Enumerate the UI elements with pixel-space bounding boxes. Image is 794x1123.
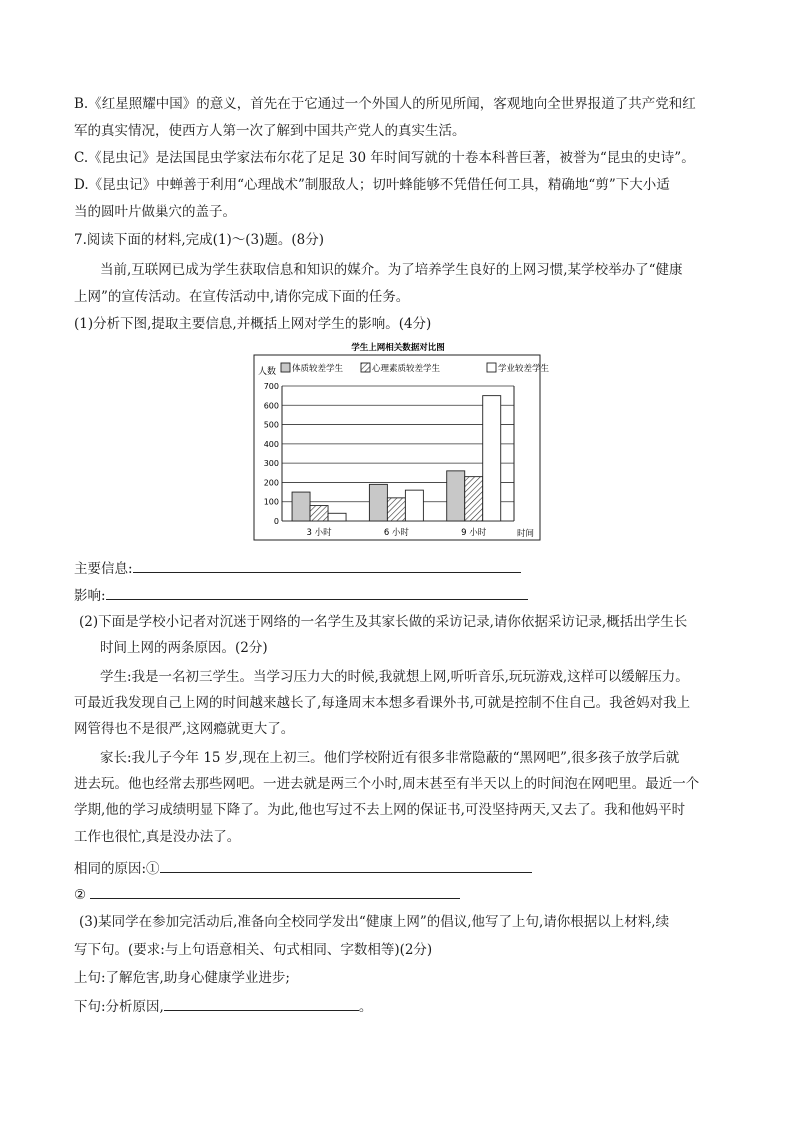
bar — [310, 506, 328, 521]
legend-swatch — [487, 363, 496, 372]
option-b-line1: B.《红星照耀中国》的意义，首先在于它通过一个外国人的所见所闻，客观地向全世界报道了共产党和红 — [74, 96, 696, 112]
bar-chart — [253, 336, 550, 542]
x-tick-label: 6 小时 — [383, 528, 409, 538]
lower-sentence-row — [74, 996, 372, 1017]
option-d-line1: D.《昆虫记》中蝉善于利用“心理战术”制服敌人；切叶蜂能够不凭借任何工具，精确地“剪”下大小适 — [74, 177, 670, 193]
student-interview-3: 网管得也不是很严,这网瘾就更大了。 — [74, 721, 295, 737]
lower-sentence-answer-blank[interactable] — [164, 996, 359, 1011]
y-tick-label: 0 — [273, 517, 279, 526]
bar — [483, 396, 501, 521]
legend-label: 体质较差学生 — [292, 364, 344, 374]
bar — [405, 490, 423, 521]
parent-interview-3: 学期,他的学习成绩明显下降了。为此,他也写过不去上网的保证书,可没坚持两天,又去了。我和他妈平时 — [74, 802, 686, 818]
x-axis-label: 时间 — [517, 529, 535, 539]
y-tick-label: 700 — [263, 382, 279, 391]
parent-interview-1: 家长:我儿子今年 15 岁,现在上初三。他们学校附近有很多非常隐蔽的“黑网吧”,很多孩子放学后就 — [100, 750, 680, 766]
question-7-intro-1: 当前,互联网已成为学生获取信息和知识的媒介。为了培养学生良好的上网习惯,某学校举办了“健康 — [100, 262, 683, 278]
lower-sentence-period: 。 — [358, 999, 373, 1015]
y-tick-label: 200 — [263, 478, 279, 488]
parent-interview-2: 进去玩。他也经常去那些网吧。一进去就是两三个小时,周末甚至有半天以上的时间泡在网吧里。最近一个 — [74, 776, 700, 792]
y-tick-label: 400 — [263, 439, 279, 449]
reason-1-label: 相同的原因:① — [74, 861, 160, 877]
y-tick-label: 600 — [263, 401, 279, 411]
bar — [292, 492, 310, 521]
y-tick-label: 100 — [263, 497, 279, 507]
y-tick-label: 500 — [263, 420, 279, 430]
x-tick-label: 9 小时 — [461, 528, 487, 538]
x-tick-label: 3 小时 — [306, 528, 332, 538]
subquestion-3-cont: 写下句。(要求:与上句语意相关、句式相同、字数相等)(2分) — [74, 942, 433, 958]
chart-legend — [281, 363, 550, 374]
reason-1-answer-blank[interactable] — [160, 858, 532, 873]
lower-sentence-label: 下句:分析原因, — [74, 999, 164, 1015]
impact-row — [74, 585, 528, 606]
main-info-answer-blank[interactable] — [133, 558, 521, 573]
option-c: C.《昆虫记》是法国昆虫学家法布尔花了足足 30 年时间写就的十卷本科普巨著，被誉为“昆虫的史诗”。 — [74, 150, 695, 166]
legend-swatch — [281, 363, 290, 372]
reason-1-row — [74, 858, 532, 879]
main-info-row — [74, 558, 521, 579]
bar — [465, 477, 483, 521]
legend-swatch — [361, 363, 370, 372]
legend-label: 心理素质较差学生 — [372, 364, 441, 374]
legend-label: 学业较差学生 — [498, 364, 550, 374]
subquestion-2: (2)下面是学校小记者对沉迷于网络的一名学生及其家长做的采访记录,请你依据采访记录,概括出学生长 — [79, 614, 688, 630]
subquestion-1: (1)分析下图,提取主要信息,并概括上网对学生的影响。(4分) — [74, 316, 432, 332]
student-interview-1: 学生:我是一名初三学生。当学习压力大的时候,我就想上网,听听音乐,玩玩游戏,这样可以缓解压力。 — [100, 669, 689, 685]
subquestion-2-cont: 时间上网的两条原因。(2分) — [100, 640, 268, 656]
y-tick-label: 300 — [263, 459, 279, 469]
y-axis-label: 人数 — [258, 367, 277, 377]
option-b-line2: 军的真实情况，使西方人第一次了解到中国共产党人的真实生活。 — [74, 123, 466, 139]
bar — [387, 498, 405, 521]
option-d-line2: 当的圆叶片做巢穴的盖子。 — [74, 204, 236, 220]
question-7-title: 7.阅读下面的材料,完成(1)～(3)题。(8分) — [74, 232, 325, 248]
student-interview-2: 可最近我发现自己上网的时间越来越长了,每逢周末本想多看课外书,可就是控制不住自己。我爸妈对我上 — [74, 695, 691, 711]
parent-interview-4: 工作也很忙,真是没办法了。 — [74, 829, 241, 845]
bar — [328, 513, 346, 521]
reason-2-label: ② — [74, 887, 87, 903]
question-7-intro-2: 上网”的宣传活动。在宣传活动中,请你完成下面的任务。 — [74, 289, 410, 305]
bar — [447, 471, 465, 521]
chart-title: 学生上网相关数据对比图 — [351, 343, 445, 353]
reason-2-row — [74, 884, 460, 905]
impact-label: 影响: — [74, 588, 106, 604]
main-info-label: 主要信息: — [74, 561, 133, 577]
impact-answer-blank[interactable] — [106, 585, 528, 600]
subquestion-3: (3)某同学在参加完活动后,准备向全校同学发出“健康上网”的倡议,他写了上句,请你根据以上材料,续 — [79, 914, 670, 930]
bar — [369, 484, 387, 521]
reason-2-answer-blank[interactable] — [90, 884, 460, 899]
upper-sentence: 上句:了解危害,助身心健康学业进步; — [74, 970, 290, 986]
